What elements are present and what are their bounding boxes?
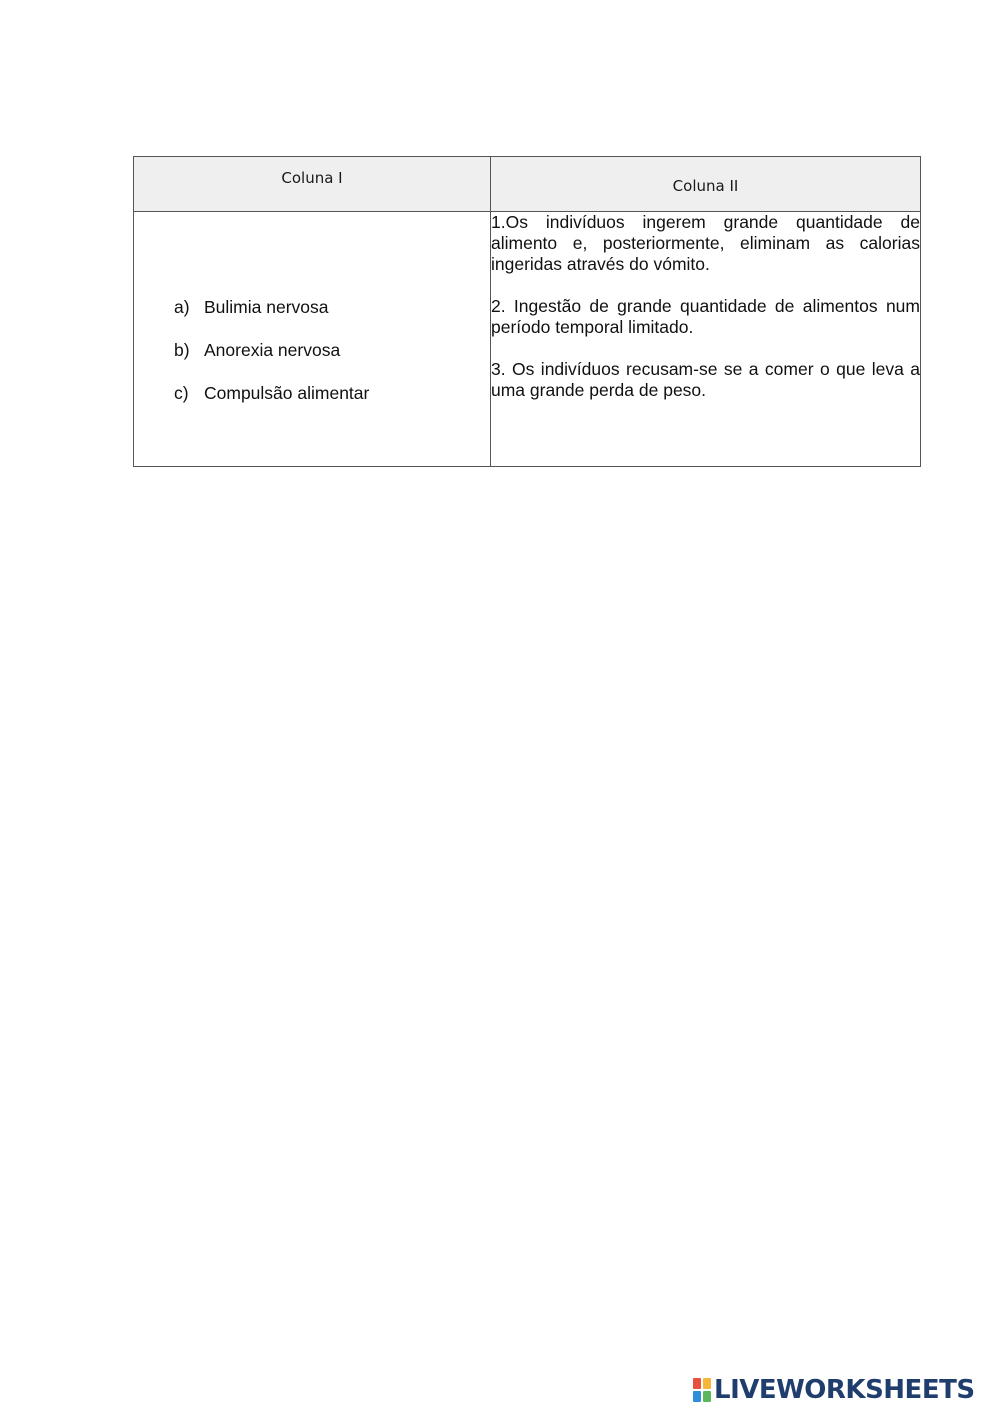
- list-item: [174, 296, 490, 339]
- matching-table: [133, 156, 921, 467]
- list-item: [174, 382, 490, 425]
- logo-icon: [693, 1378, 711, 1402]
- description-item: 3. Os indivíduos recusam-se se a comer o que leva a uma grande perda de peso.: [491, 359, 920, 400]
- column-1-cell: [134, 212, 491, 467]
- column-2-cell: [491, 212, 921, 467]
- column-header-1: [134, 157, 491, 212]
- liveworksheets-logo: [693, 1376, 975, 1404]
- list-item-text: Compulsão alimentar: [204, 383, 370, 403]
- logo-tile: [693, 1391, 701, 1402]
- list-item: [174, 339, 490, 382]
- description-item: 1.Os indivíduos ingerem grande quantidade de alimento e, posteriormente, eliminam as calorias ingeridas através do vómito.: [491, 212, 920, 274]
- column-header-2-label: Coluna II: [672, 177, 739, 195]
- column-header-1-label: Coluna I: [281, 169, 343, 187]
- table-body-row: [134, 212, 921, 467]
- description-item: 2. Ingestão de grande quantidade de alimentos num período temporal limitado.: [491, 296, 920, 337]
- list-marker: b): [174, 340, 190, 360]
- logo-tile: [693, 1378, 701, 1389]
- column-header-2: [491, 157, 921, 212]
- logo-tile: [703, 1391, 711, 1402]
- disorder-list: [134, 212, 490, 425]
- list-item-text: Anorexia nervosa: [204, 340, 341, 360]
- list-item-text: Bulimia nervosa: [204, 297, 329, 317]
- logo-text: LIVEWORKSHEETS: [714, 1375, 975, 1405]
- logo-tile: [703, 1378, 711, 1389]
- list-marker: c): [174, 383, 189, 403]
- table-header-row: [134, 157, 921, 212]
- list-marker: a): [174, 297, 190, 317]
